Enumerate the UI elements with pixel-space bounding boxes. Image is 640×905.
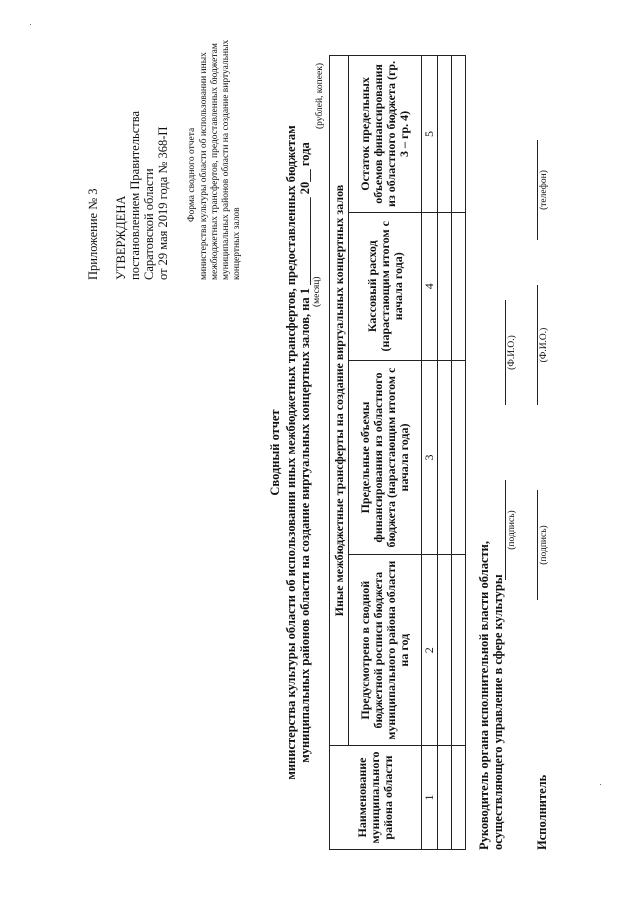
signature-line	[505, 480, 506, 580]
executor-signature-caption: (подпись)	[539, 525, 549, 565]
table-cell	[438, 212, 452, 360]
approved-by-line2: Саратовской области	[142, 168, 156, 280]
form-desc-line2: министерства культуры области об использовании иных	[199, 52, 209, 280]
executor-label: Исполнитель	[535, 774, 549, 850]
report-title: Сводный отчет	[268, 409, 282, 496]
phone-caption: (телефон)	[539, 170, 549, 210]
form-desc-line4: муниципальных районов области на создание виртуальных	[221, 39, 231, 280]
table-cell	[452, 746, 466, 850]
table-col-number: 1	[422, 746, 438, 850]
fio-caption: (Ф.И.О.)	[507, 335, 517, 370]
signature-caption: (подпись)	[507, 510, 517, 550]
table-cell	[452, 360, 466, 555]
approved-label: УТВЕРЖДЕНА	[114, 195, 128, 280]
header-financing-limits: Предельные объемы финансирования из областного бюджета (нарастающим итогом с начала года)	[349, 360, 422, 555]
executor-signature-line	[537, 490, 538, 600]
head-signatory-line1: Руководитель органа исполнительной власти области,	[477, 541, 491, 850]
appendix-number: Приложение № 3	[86, 188, 100, 280]
form-desc-line5: концертных залов	[232, 207, 242, 280]
currency-note: (рублей, копеек)	[315, 63, 325, 129]
executor-fio-caption: (Ф.И.О.)	[539, 327, 549, 363]
month-caption: (месяц)	[312, 276, 322, 307]
table-cell	[452, 212, 466, 360]
report-subtitle-line2: муниципальных районов области на создание виртуальных концертных залов, на 1 ______________ 20__ года	[298, 142, 312, 763]
form-desc-line1: Форма сводного отчета	[187, 127, 197, 222]
table-cell	[438, 555, 452, 746]
table-col-number: 3	[422, 360, 438, 555]
header-transfers-group: Иные межбюджетные трансферты на создание виртуальных концертных залов	[330, 56, 349, 746]
report-subtitle-line1: министерства культуры области об использовании иных межбюджетных трансфертов, предоставленных бюджетам	[284, 125, 298, 780]
table-col-number: 2	[422, 555, 438, 746]
table-cell	[438, 360, 452, 555]
approved-by-line3: от 29 мая 2019 года № 368-П	[156, 126, 170, 280]
fio-line	[505, 300, 506, 405]
header-municipal-district: Наименование муниципального района области	[330, 746, 422, 850]
header-remaining-limits: Остаток предельных объемов финансирования из областного бюджета (гр. 3 – гр. 4)	[349, 56, 422, 213]
table-cell	[452, 56, 466, 213]
report-table	[329, 55, 466, 850]
form-desc-line3: межбюджетных трансфертов, предоставленных бюджетам	[210, 43, 220, 280]
table-cell	[438, 56, 452, 213]
phone-line	[537, 140, 538, 240]
executor-fio-line	[537, 285, 538, 405]
table-col-number: 4	[422, 212, 438, 360]
table-cell	[438, 746, 452, 850]
table-row	[438, 56, 452, 850]
approved-by-line1: постановлением Правительства	[128, 110, 142, 280]
header-planned-budget: Предусмотрено в сводной бюджетной росписи бюджета муниципального района области на год	[349, 555, 422, 746]
table-row	[452, 56, 466, 850]
scan-speck	[30, 24, 31, 25]
head-signatory-line2: осуществляющего управление в сфере культуры	[491, 574, 505, 850]
header-cash-expenditure: Кассовый расход (нарастающим итогом с начала года)	[349, 212, 422, 360]
table-col-number: 5	[422, 56, 438, 213]
table-cell	[452, 555, 466, 746]
scan-speck	[600, 784, 601, 785]
